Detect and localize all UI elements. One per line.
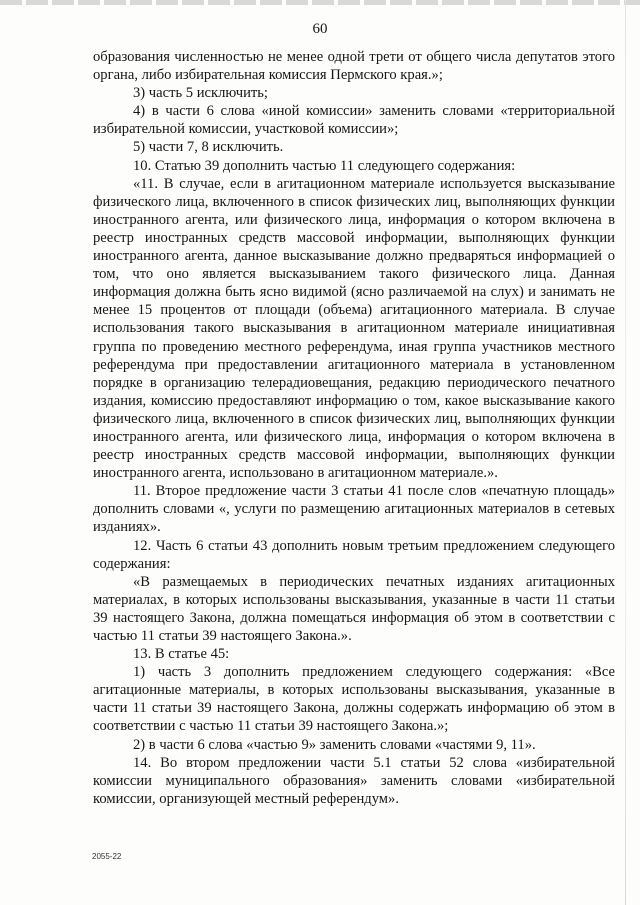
page-number: 60 (312, 21, 328, 37)
paragraph: образования численностью не менее одной трети от общего числа депутатов этого органа, либо избирательная комиссия Пермского края.»; (93, 49, 615, 84)
paragraph: 14. Во втором предложении части 5.1 статьи 52 слова «избирательной комиссии муниципального образования» заменить словами «избирательной комиссии, организующей местный референдум». (93, 754, 615, 807)
paragraph: 10. Статью 39 дополнить частью 11 следующего содержания: (133, 157, 516, 174)
paragraph: 4) в части 6 слова «иной комиссии» заменить словами «территориальной избирательной комиссии, участковой комиссии»; (93, 103, 615, 138)
paragraph: 3) часть 5 исключить; (133, 85, 268, 102)
paragraph: 11. Второе предложение части 3 статьи 41 после слов «печатную площадь» дополнить словами «, услуги по размещению агитационных материалов в сетевых изданиях». (93, 483, 615, 536)
document-code: 2055-22 (92, 852, 122, 861)
paragraph: 12. Часть 6 статьи 43 дополнить новым третьим предложением следующего содержания: (93, 537, 615, 572)
scan-right-edge (625, 0, 626, 905)
paragraph: 5) части 7, 8 исключить. (133, 139, 284, 156)
paragraph: 13. В статье 45: (133, 646, 230, 663)
paragraph: «11. В случае, если в агитационном материале используется высказывание физического лица, включенного в список физических лиц, выполняющих функции иностранного агента, или физического лица, информация о котором включена в реестр иностранных средств массовой информации, выполняющих функции иностранного агента, данное высказывание должно предваряться информацией о том, что оно является высказыванием такого физического лица. Данная информация должна быть ясно видимой (ясно различаемой на слух) и занимать не менее 15 процентов от площади (объема) агитационного материала. В случае использования такого высказывания в агитационном материале инициативная группа по проведению местного референдума, иная группа участников местного референдума при предоставлении агитационного материала в установленном порядке в организацию телерадиовещания, редакцию периодического печатного издания, комиссию предоставляют информацию о том, какое высказывание какого физического лица, включенного в список физических лиц, выполняющих функции иностранного агента, или физического лица, информация о котором включена в реестр иностранных средств массовой информации, выполняющих функции иностранного агента, использовано в агитационном материале.». (93, 175, 615, 482)
document-body (93, 48, 615, 808)
paragraph: 2) в части 6 слова «частью 9» заменить словами «частями 9, 11». (133, 736, 536, 753)
paragraph: 1) часть 3 дополнить предложением следующего содержания: «Все агитационные материалы, в которых использованы высказывания, указанные в части 11 статьи 39 настоящего Закона, должны содержать информацию об этом в соответствии с частью 11 статьи 39 настоящего Закона.»; (93, 664, 615, 735)
scan-top-edge (0, 0, 640, 5)
paragraph: «В размещаемых в периодических печатных изданиях агитационных материалах, в которых использованы высказывания, указанные в части 11 статьи 39 настоящего Закона, должна помещаться информация об этом в соответствии с частью 11 статьи 39 настоящего Закона.». (93, 573, 615, 644)
